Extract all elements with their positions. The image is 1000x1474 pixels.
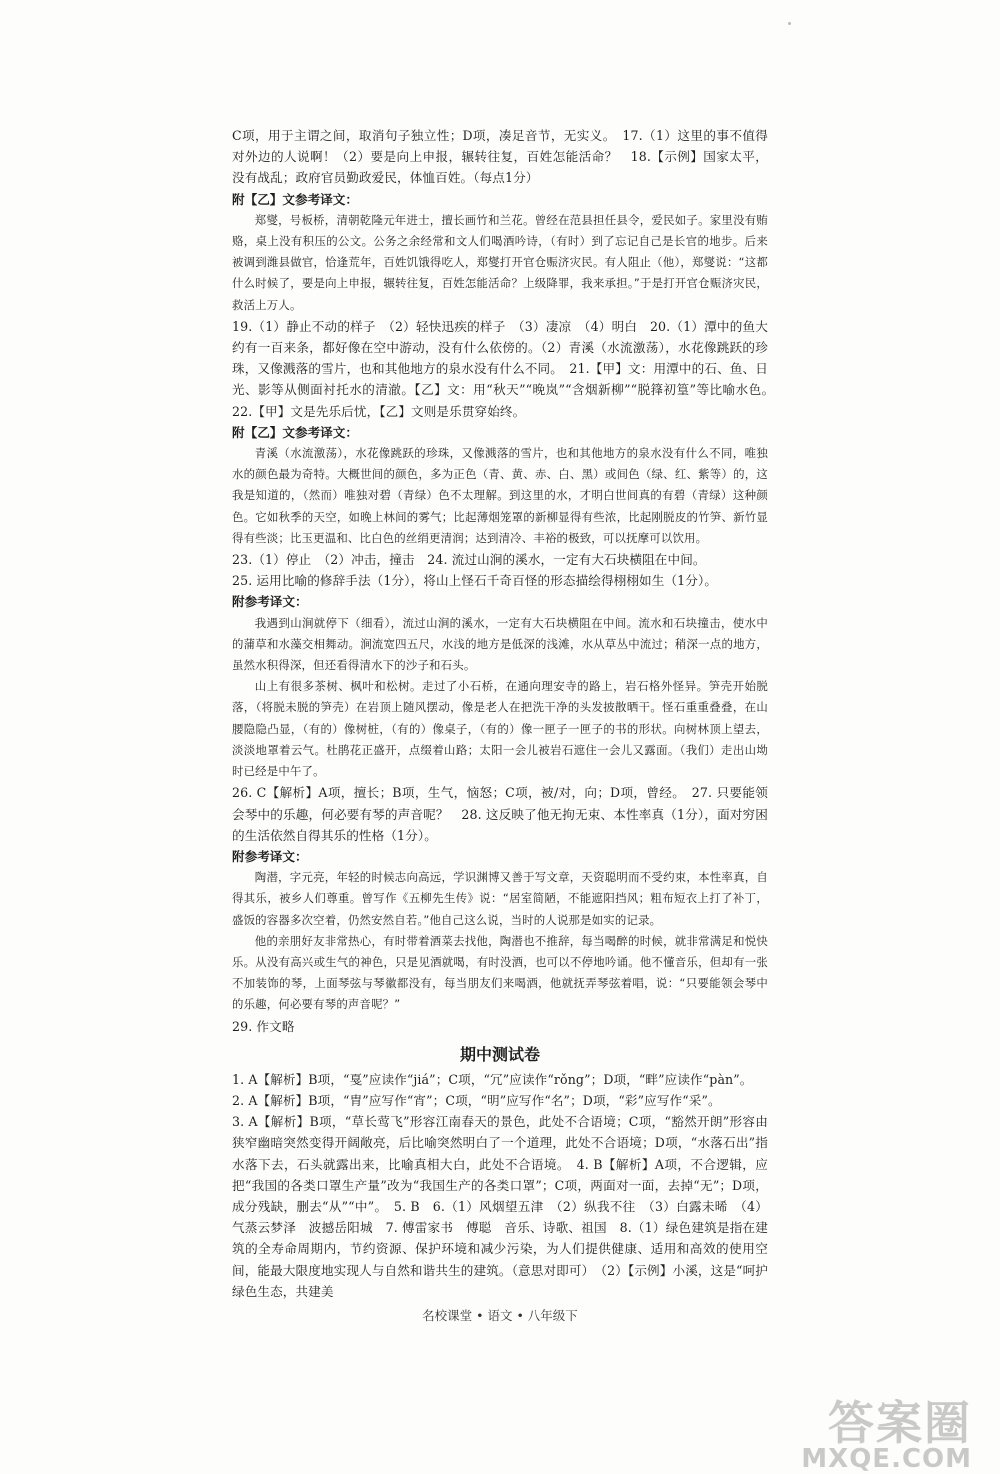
answer-line-23-24: 23.（1）停止 （2）冲击，撞击 24. 流过山涧的溪水，一定有大石块横阻在中间。 <box>232 552 706 568</box>
translation-heading-yi-1: 附【乙】文参考译文： <box>232 191 358 207</box>
scan-speck <box>788 22 791 25</box>
translation-paragraph-ref-1a: 我遇到山涧就停下（细看），流过山涧的溪水，一定有大石块横阻在中间。流水和石块撞击，使水中的蒲草和水藻交相舞动。涧流宽四五尺，水浅的地方是低深的浅滩，水从草丛中流过；稍深一点的地方，虽然水积得深，但还看得清水下的沙子和石头。 <box>232 615 768 673</box>
translation-heading-yi-2: 附【乙】文参考译文： <box>232 424 358 440</box>
translation-paragraph-ref-2a: 陶潜，字元亮，年轻的时候志向高远，学识渊博又善于写文章，天资聪明而不受约束，本性率真，自得其乐，被乡人们尊重。曾写作《五柳先生传》说：“居室简陋，不能遮阳挡风；粗布短衣上打了补丁，盛饭的容器多次空着，仍然安然自若。”他自己这么说，当时的人说那是如实的记录。 <box>232 870 768 927</box>
translation-paragraph-ref-2b: 他的亲朋好友非常热心，有时带着酒菜去找他，陶潜也不推辞，每当喝醉的时候，就非常满足和悦快乐。从没有高兴或生气的神色，只是见酒就喝，有时没酒，也可以不停地吟诵。他不懂音乐，但却有一张不加装饰的琴，上面琴弦与琴徽都没有，每当朋友们来喝酒，他就抚弄琴弦着唱，说：“只要能领会琴中的乐趣，何必要有琴的声音呢？” <box>232 933 768 1012</box>
translation-paragraph-ref-1b: 山上有很多茶树、枫叶和松树。走过了小石桥，在通向理安寺的路上，岩石格外怪异。笋壳开始脱落，（将脱未脱的笋壳）在岩顶上随风摆动，像是老人在把洗干净的头发披散晒干。怪石重重叠叠，在山腰隐隐凸显，（有的）像树桩，（有的）像桌子，（有的）像一匣子一匣子的书的形状。向树林顶上望去，淡淡地罩着云气。杜鹃花正盛开，点缀着山路；太阳一会儿被岩石遮住一会儿又露面。（我们）走出山坳时已经是中午了。 <box>232 679 768 779</box>
page-footer: 名校课堂 • 语文 • 八年级下 <box>422 1308 578 1323</box>
answer-line-29: 29. 作文略 <box>232 1018 295 1034</box>
watermark <box>801 1396 972 1474</box>
midterm-answer-1: 1. A【解析】B项，“戛”应读作“jiá”；C项，“冗”应读作“rǒng”；D项，“畔”应读作“pàn”。 <box>232 1071 753 1087</box>
translation-heading-ref-1: 附参考译文： <box>232 594 308 610</box>
translation-heading-ref-2: 附参考译文： <box>232 848 308 864</box>
midterm-answer-2: 2. A【解析】B项，“胄”应写作“宵”；C项，“明”应写作“名”；D项，“彩”应写作“采”。 <box>232 1092 721 1108</box>
answer-block-c-17-18: C项，用于主谓之间，取消句子独立性；D项，凑足音节，无实义。 17.（1）这里的事不值得对外边的人说啊！（2）要是向上申报，辗转往复，百姓怎能活命？ 18.【示例】国家太平，没有战乱；政府官员勤政爱民，体恤百姓。（每点1分） <box>232 128 768 186</box>
midterm-answer-3-8: 3. A【解析】B项，“草长莺飞”形容江南春天的景色，此处不合语境；C项，“豁然开朗”形容由狭窄幽暗突然变得开阔敞亮，后比喻突然明白了一个道理，此处不合语境；D项，“水落石出”指水落下去，石头就露出来，比喻真相大白，此处不合语境。 4. B【解析】A项，不合逻辑，应把“我国的各类口罩生产量”改为“我国生产的各类口罩”；C项，两面对一面，去掉“无”；D项，成分残缺，删去“从”“中”。 5. B 6.（1）风烟望五津 （2）纵我不往 （3）白露未晞 （4）气蒸云梦泽 波撼岳阳城 7. 傅雷家书 傅聪 音乐、诗歌、祖国 8.（1）绿色建筑是指在建筑的全寿命周期内，节约资源、保护环境和减少污染，为人们提供健康、适用和高效的使用空间，能最大限度地实现人与自然和谐共生的建筑。（意思对即可） （2）【示例】小溪，这是“呵护绿色生态，共建美 <box>232 1114 768 1299</box>
translation-paragraph-yi-1: 郑燮，号板桥，清朝乾隆元年进士，擅长画竹和兰花。曾经在范县担任县令，爱民如子。家里没有贿赂，桌上没有积压的公文。公务之余经常和文人们喝酒吟诗，（有时）到了忘记自己是长官的地步。后来被调到潍县做官，恰逢荒年，百姓饥饿得吃人，郑燮打开官仓赈济灾民。有人阻止（他），郑燮说：“这都什么时候了，要是向上申报，辗转往复，百姓怎能活命？上级降罪，我来承担。”于是打开官仓赈济灾民，救活上万人。 <box>232 212 768 312</box>
answer-line-25: 25. 运用比喻的修辞手法（1分），将山上怪石千奇百怪的形态描绘得栩栩如生（1分）。 <box>232 573 718 589</box>
watermark-url: MXQE.COM <box>801 1444 972 1474</box>
watermark-logo: 答案圈 <box>828 1396 972 1450</box>
translation-paragraph-yi-2: 青溪（水流激荡），水花像跳跃的珍珠，又像溅落的雪片，也和其他地方的泉水没有什么不同，唯独水的颜色最为奇特。大概世间的颜色，多为正色（青、黄、赤、白、黑）或间色（绿、红、紫等）的，这我是知道的，（然而）唯独对碧（青绿）色不太理解。到这里的水，才明白世间真的有碧（青绿）这种颜色。它如秋季的天空，如晚上林间的雾气；比起薄烟笼罩的新柳显得有些浓，比起刚脱皮的竹笋、新竹显得有些淡；比玉更温和、比白色的丝绢更清润；达到清冷、丰裕的极致，可以抚摩可以饮用。 <box>232 446 768 545</box>
answer-page <box>232 125 781 1302</box>
section-title: 期中测试卷 <box>459 1044 540 1064</box>
answer-block-26-28: 26. C【解析】A项，擅长；B项，生气，恼怒；C项，被/对，向；D项，曾经。 27. 只要能领会琴中的乐趣，何必要有琴的声音呢？ 28. 这反映了他无拘无束、本性率真（1分），面对穷困的生活依然自得其乐的性格（1分）。 <box>232 785 768 843</box>
answer-block-19-22: 19.（1）静止不动的样子 （2）轻快迅疾的样子 （3）凄凉 （4）明白 20.（1）潭中的鱼大约有一百来条，都好像在空中游动，没有什么依傍的。（2）青溪（水流激荡），水花像跳跃的珍珠，又像溅落的雪片，也和其他地方的泉水没有什么不同。 21.【甲】文：用潭中的石、鱼、日光、影等从侧面衬托水的清澈。【乙】文：用“秋天”“晚岚”“含烟新柳”“脱箨初篁”等比喻水色。 22.【甲】文是先乐后忧，【乙】文则是乐贯穿始终。 <box>232 318 781 419</box>
